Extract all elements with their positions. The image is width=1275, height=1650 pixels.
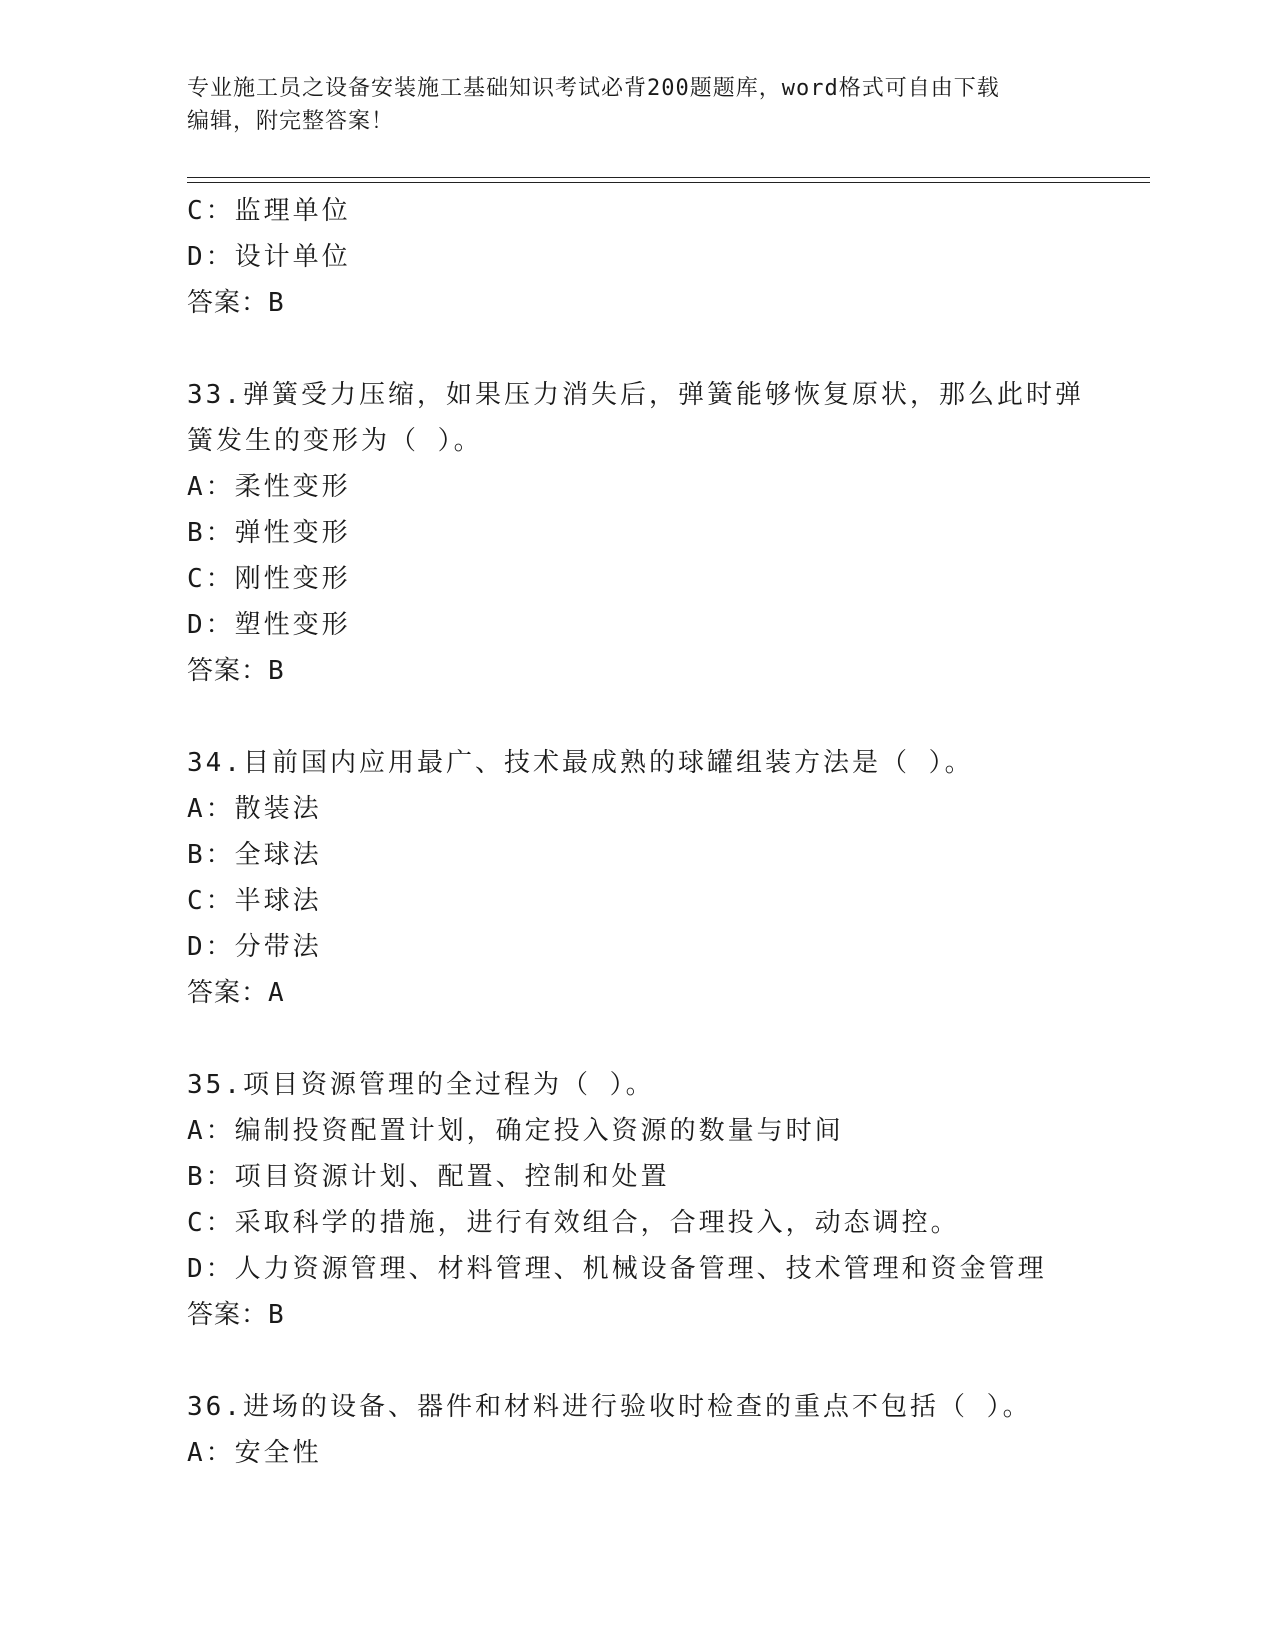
option-a: A：散装法 (187, 794, 322, 824)
question-stem: 33.弹簧受力压缩，如果压力消失后，弹簧能够恢复原状，那么此时弹 (187, 380, 1084, 410)
page-header (187, 72, 1087, 138)
answer-line: 答案：B (187, 1300, 285, 1330)
header-title-line-2: 编辑，附完整答案！ (187, 109, 395, 134)
question-34 (187, 740, 1150, 1016)
option-b: B：弹性变形 (187, 518, 351, 548)
option-b: B：全球法 (187, 840, 322, 870)
question-35 (187, 1062, 1150, 1338)
question-33 (187, 372, 1150, 694)
option-d: D：设计单位 (187, 242, 351, 272)
option-b: B：项目资源计划、配置、控制和处置 (187, 1162, 670, 1192)
spacer (187, 1016, 1150, 1062)
question-stem: 34.目前国内应用最广、技术最成熟的球罐组装方法是（ ）。 (187, 748, 974, 778)
option-c: C：采取科学的措施，进行有效组合，合理投入，动态调控。 (187, 1208, 960, 1238)
answer-line: 答案：A (187, 978, 285, 1008)
option-c: C：半球法 (187, 886, 322, 916)
option-d: D：塑性变形 (187, 610, 351, 640)
option-d: D：分带法 (187, 932, 322, 962)
option-c: C：监理单位 (187, 196, 351, 226)
answer-line: 答案：B (187, 288, 285, 318)
spacer (187, 326, 1150, 372)
header-divider-bottom (187, 182, 1150, 183)
header-title-line-1: 专业施工员之设备安装施工基础知识考试必背200题题库，word格式可自由下载 (187, 76, 1000, 101)
option-a: A：柔性变形 (187, 472, 351, 502)
answer-line: 答案：B (187, 656, 285, 686)
option-d: D：人力资源管理、材料管理、机械设备管理、技术管理和资金管理 (187, 1254, 1047, 1284)
spacer (187, 694, 1150, 740)
spacer (187, 1338, 1150, 1384)
question-stem: 35.项目资源管理的全过程为（ ）。 (187, 1070, 655, 1100)
question-content (187, 188, 1150, 1476)
question-stem: 36.进场的设备、器件和材料进行验收时检查的重点不包括（ ）。 (187, 1392, 1032, 1422)
question-36 (187, 1384, 1150, 1476)
option-a: A：编制投资配置计划，确定投入资源的数量与时间 (187, 1116, 844, 1146)
question-stem-continued: 簧发生的变形为（ ）。 (187, 426, 483, 456)
option-c: C：刚性变形 (187, 564, 351, 594)
option-a: A：安全性 (187, 1438, 322, 1468)
question-32-continued (187, 188, 1150, 326)
header-divider-top (187, 177, 1150, 178)
